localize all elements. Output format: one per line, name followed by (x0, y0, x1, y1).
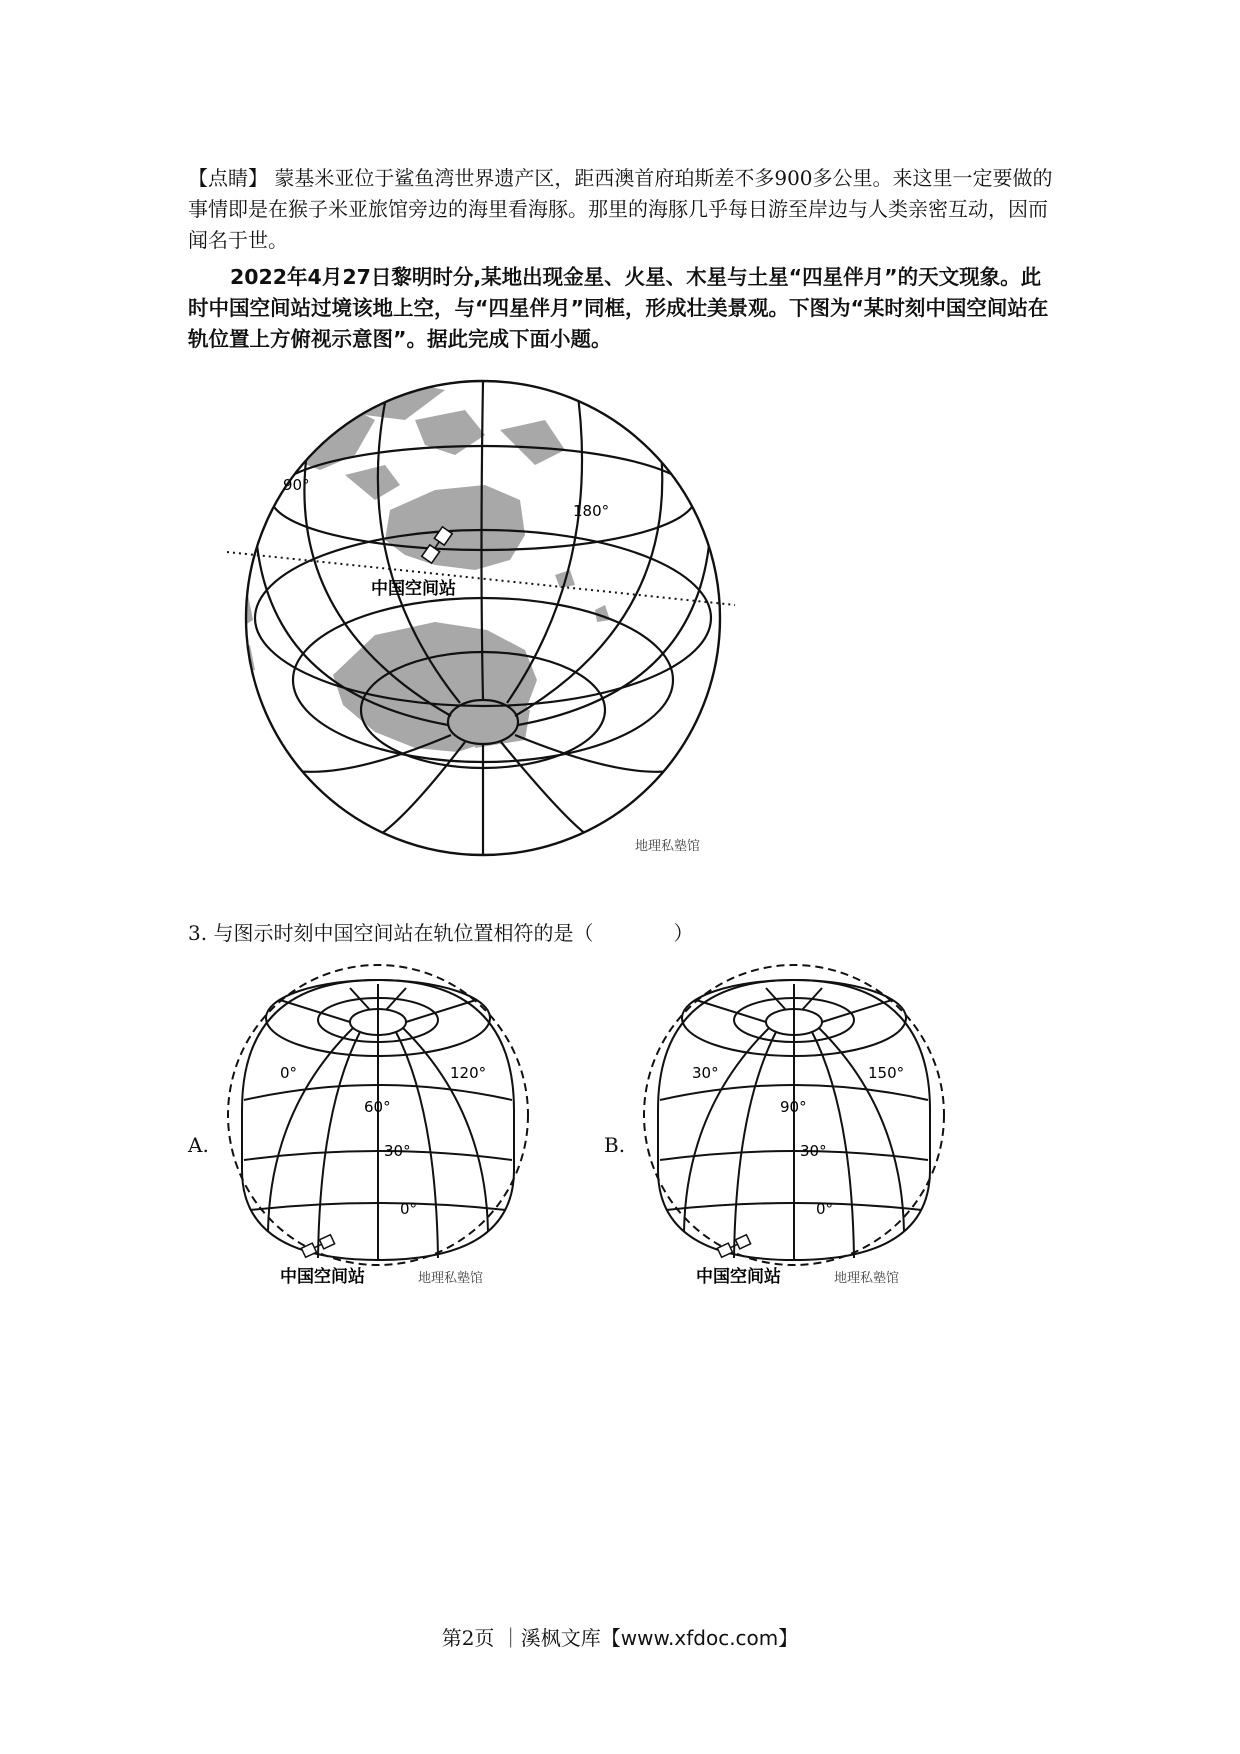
tip-text: 蒙基米亚位于鲨鱼湾世界遗产区，距西澳首府珀斯差不多900多公里。来这里一定要做的事情即是在猴子米亚旅馆旁边的海里看海豚。那里的海豚几乎每日游至岸边与人类亲密互动，因而闻名于世。 (188, 166, 1053, 252)
station-label: 中国空间站 (371, 579, 456, 599)
watermark: 地理私塾馆 (418, 1271, 484, 1286)
lon-label-180: 180° (573, 502, 610, 520)
option-b-graticule (658, 980, 930, 1260)
lon-label: 30° (692, 1064, 719, 1082)
question-3: 3. 与图示时刻中国空间站在轨位置相符的是（ ） (188, 921, 694, 945)
tip-label: 【点睛】 (188, 166, 268, 190)
lon-label: 0° (280, 1064, 298, 1082)
watermark: 地理私塾馆 (834, 1271, 900, 1286)
option-a-graticule (242, 980, 514, 1260)
tip-paragraph (188, 163, 1060, 256)
lat-label: 30° (384, 1142, 411, 1160)
intro-text: 2022年4月27日黎明时分,某地出现金星、火星、木星与土星“四星伴月”的天文现象。此时中国空间站过境该地上空，与“四星伴月”同框，形成壮美景观。下图为“某时刻中国空间站在轨位置上方俯视示意图”。据此完成下面小题。 (188, 265, 1049, 351)
option-b-letter: B. (604, 1133, 626, 1157)
lon-label: 60° (364, 1098, 391, 1116)
station-label: 中国空间站 (696, 1267, 781, 1287)
page-footer (0, 1622, 1240, 1651)
lat-label: 0° (816, 1200, 834, 1218)
lon-label: 90° (780, 1098, 807, 1116)
lon-label: 120° (450, 1064, 487, 1082)
lon-label: 150° (868, 1064, 905, 1082)
main-globe-figure (225, 360, 745, 884)
watermark: 地理私塾馆 (635, 839, 701, 854)
intro-paragraph (188, 262, 1060, 355)
footer-site-link[interactable]: 【www.xfdoc.com】 (600, 1626, 799, 1650)
option-a-globe (220, 960, 550, 1304)
lat-label: 30° (800, 1142, 827, 1160)
lon-label-90: 90° (283, 476, 310, 494)
lat-label: 0° (400, 1200, 418, 1218)
option-a-letter: A. (188, 1133, 209, 1157)
station-label: 中国空间站 (280, 1267, 365, 1287)
footer-page: 第2页 ｜溪枫文库 (441, 1626, 601, 1650)
option-b-globe (636, 960, 966, 1304)
